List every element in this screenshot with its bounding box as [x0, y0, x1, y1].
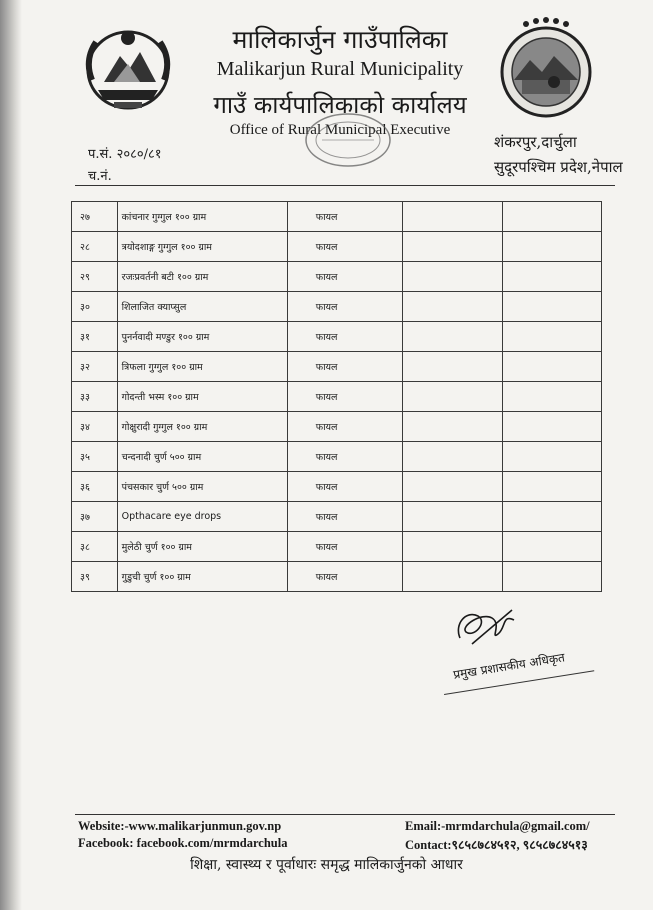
cell-sn: ३१: [72, 322, 118, 352]
cell-qty: [403, 232, 502, 262]
cell-sn: ३०: [72, 292, 118, 322]
cell-item: पुनर्नवादी मण्डुर १०० ग्राम: [117, 322, 287, 352]
cell-remarks: [502, 532, 602, 562]
cell-remarks: [502, 292, 602, 322]
cell-remarks: [502, 232, 602, 262]
cell-sn: ३३: [72, 382, 118, 412]
cell-sn: ३२: [72, 352, 118, 382]
cell-sn: २९: [72, 262, 118, 292]
cell-unit: फायल: [287, 502, 402, 532]
table-row: [72, 202, 602, 232]
table-row: [72, 562, 602, 592]
cell-item: त्रयोदशाङ्ग गुग्गुल १०० ग्राम: [117, 232, 287, 262]
footer-contact: Contact:९८५८७८४५१२, ९८५८७८४५१३: [405, 838, 588, 852]
cell-unit: फायल: [287, 352, 402, 382]
table-row: [72, 352, 602, 382]
cell-item: कांचनार गुग्गुल १०० ग्राम: [117, 202, 287, 232]
cell-item: रजःप्रवर्तनी बटी १०० ग्राम: [117, 262, 287, 292]
cell-qty: [403, 442, 502, 472]
cell-qty: [403, 412, 502, 442]
cell-sn: ३९: [72, 562, 118, 592]
cell-remarks: [502, 382, 602, 412]
municipality-emblem-icon: [496, 16, 596, 122]
cell-qty: [403, 322, 502, 352]
cell-qty: [403, 502, 502, 532]
cell-unit: फायल: [287, 322, 402, 352]
cell-qty: [403, 262, 502, 292]
cell-qty: [403, 202, 502, 232]
cell-sn: ३७: [72, 502, 118, 532]
cell-item: मुलेठी चुर्ण १०० ग्राम: [117, 532, 287, 562]
office-name-np: गाउँ कार्यपालिकाको कार्यालय: [213, 91, 467, 119]
footer-website: Website:-www.malikarjunmun.gov.np: [78, 819, 282, 833]
cell-item: Opthacare eye drops: [117, 502, 287, 532]
cell-unit: फायल: [287, 562, 402, 592]
cell-sn: ३८: [72, 532, 118, 562]
cell-remarks: [502, 412, 602, 442]
footer-email: Email:-mrmdarchula@gmail.com/: [405, 819, 590, 833]
table-row: [72, 472, 602, 502]
dispatch-number: च.नं.: [88, 169, 112, 184]
footer-facebook: Facebook: facebook.com/mrmdarchula: [78, 836, 288, 850]
cell-item: शिलाजित क्याप्सुल: [117, 292, 287, 322]
table-row: [72, 382, 602, 412]
cell-item: गोदन्ती भस्म १०० ग्राम: [117, 382, 287, 412]
cell-qty: [403, 472, 502, 502]
cell-remarks: [502, 502, 602, 532]
office-stamp-icon: [302, 110, 394, 170]
table-row: [72, 502, 602, 532]
cell-unit: फायल: [287, 382, 402, 412]
cell-unit: फायल: [287, 442, 402, 472]
cell-unit: फायल: [287, 262, 402, 292]
cell-remarks: [502, 352, 602, 382]
cell-item: चन्दनादी चुर्ण ५०० ग्राम: [117, 442, 287, 472]
table-row: [72, 322, 602, 352]
cell-unit: फायल: [287, 292, 402, 322]
cell-qty: [403, 292, 502, 322]
cell-remarks: [502, 202, 602, 232]
office-name-en: Office of Rural Municipal Executive: [229, 122, 451, 138]
cell-sn: २७: [72, 202, 118, 232]
address-line-2: सुदूरपश्चिम प्रदेश,नेपाल: [494, 158, 623, 176]
cell-qty: [403, 562, 502, 592]
table-row: [72, 262, 602, 292]
footer-motto: शिक्षा, स्वास्थ्य र पूर्वाधारः समृद्ध मालिकार्जुनको आधार: [190, 857, 463, 873]
cell-unit: फायल: [287, 202, 402, 232]
table-row: [72, 232, 602, 262]
cell-unit: फायल: [287, 412, 402, 442]
cell-item: पंचसकार चुर्ण ५०० ग्राम: [117, 472, 287, 502]
table-row: [72, 292, 602, 322]
cell-item: गुडुची चुर्ण १०० ग्राम: [117, 562, 287, 592]
cell-sn: ३४: [72, 412, 118, 442]
cell-sn: ३६: [72, 472, 118, 502]
cell-remarks: [502, 562, 602, 592]
cell-qty: [403, 352, 502, 382]
cell-remarks: [502, 262, 602, 292]
cell-remarks: [502, 472, 602, 502]
items-table: [71, 201, 602, 592]
header-divider: [75, 185, 615, 186]
address-line-1: शंकरपुर,दार्चुला: [494, 133, 577, 151]
table-row: [72, 532, 602, 562]
items-table-body: [72, 202, 602, 592]
cell-unit: फायल: [287, 232, 402, 262]
footer-divider: [75, 814, 615, 815]
nepal-emblem-icon: [74, 20, 182, 118]
cell-item: त्रिफला गुग्गुल १०० ग्राम: [117, 352, 287, 382]
cell-sn: २८: [72, 232, 118, 262]
cell-unit: फायल: [287, 532, 402, 562]
reference-number: प.सं. २०८०/८१: [88, 147, 162, 162]
cell-item: गोक्षुरादी गुग्गुल १०० ग्राम: [117, 412, 287, 442]
signatory-title: प्रमुख प्रशासकीय अधिकृत: [452, 650, 566, 682]
table-row: [72, 412, 602, 442]
table-row: [72, 442, 602, 472]
cell-qty: [403, 382, 502, 412]
cell-qty: [403, 532, 502, 562]
page-shadow: [0, 0, 22, 910]
cell-sn: ३५: [72, 442, 118, 472]
municipality-name-np: मालिकार्जुन गाउँपालिका: [232, 25, 448, 54]
cell-remarks: [502, 322, 602, 352]
signature-icon: [452, 604, 522, 650]
municipality-name-en: Malikarjun Rural Municipality: [216, 58, 464, 80]
cell-unit: फायल: [287, 472, 402, 502]
cell-remarks: [502, 442, 602, 472]
